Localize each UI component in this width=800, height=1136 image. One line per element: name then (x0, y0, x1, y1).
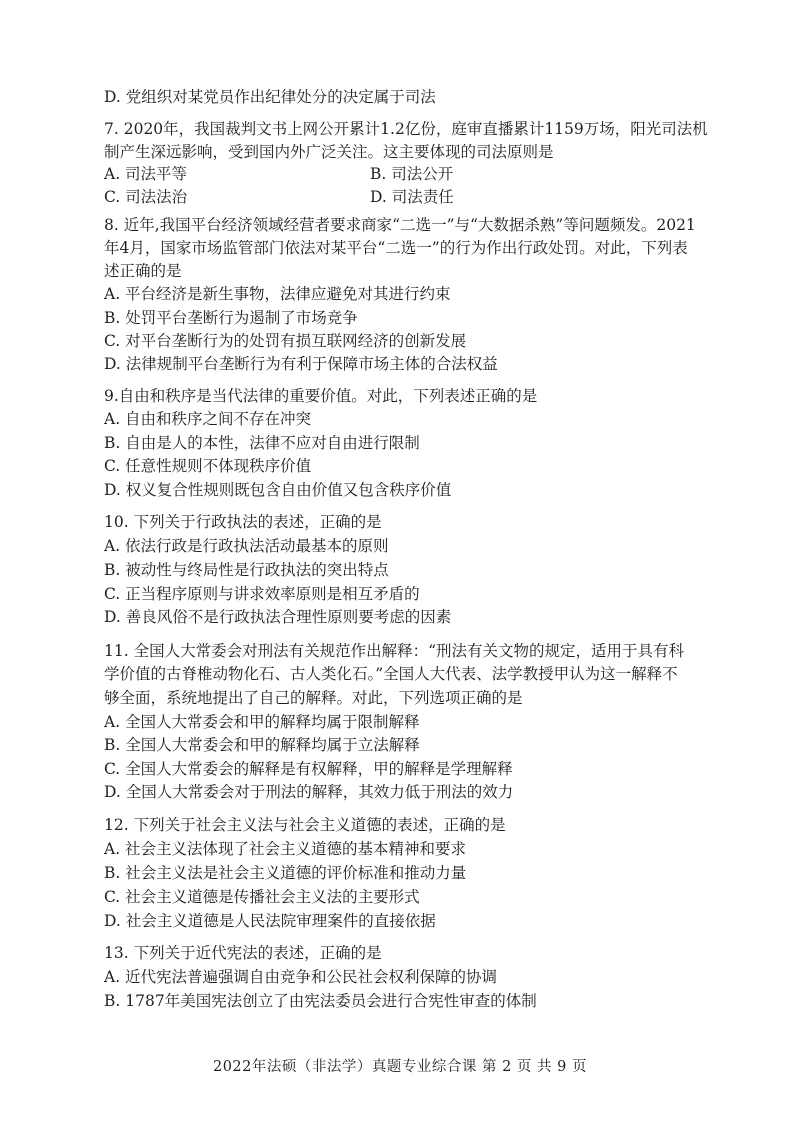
q11-option-c: C. 全国人大常委会的解释是有权解释，甲的解释是学理解释 (104, 760, 513, 778)
q7-options-row2 (104, 187, 729, 207)
q11-stem-line3: 够全面，系统地提出了自己的解释。对此，下列选项正确的是 (104, 689, 523, 707)
q7-stem-line1: 7. 2020年，我国裁判文书上网公开累计1.2亿份，庭审直播累计1159万场，阳光司法机 (104, 120, 708, 138)
q10-option-c: C. 正当程序原则与讲求效率原则是相互矛盾的 (104, 585, 420, 603)
q10-option-a: A. 依法行政是行政执法活动最基本的原则 (104, 537, 389, 555)
q10-option-b: B. 被动性与终局性是行政执法的突出特点 (104, 561, 389, 579)
q12-option-c: C. 社会主义道德是传播社会主义法的主要形式 (104, 888, 420, 906)
q9-option-b: B. 自由是人的本性，法律不应对自由进行限制 (104, 434, 420, 452)
page-footer: 2022年法硕（非法学）真题专业综合课 第 2 页 共 9 页 (212, 1059, 587, 1075)
q11-option-a: A. 全国人大常委会和甲的解释均属于限制解释 (104, 713, 420, 731)
q8-stem-line2: 年4月，国家市场监管部门依法对某平台“二选一”的行为作出行政处罚。对此，下列表 (104, 239, 688, 257)
q8-option-d: D. 法律规制平台垄断行为有利于保障市场主体的合法权益 (104, 355, 498, 373)
q8-option-c: C. 对平台垄断行为的处罚有损互联网经济的创新发展 (104, 332, 467, 350)
q12-option-a: A. 社会主义法体现了社会主义道德的基本精神和要求 (104, 840, 467, 858)
q9-option-c: C. 任意性规则不体现秩序价值 (104, 457, 312, 475)
q11-option-b: B. 全国人大常委会和甲的解释均属于立法解释 (104, 736, 420, 754)
q13-stem: 13. 下列关于近代宪法的表述，正确的是 (104, 944, 382, 962)
q12-option-b: B. 社会主义法是社会主义道德的评价标准和推动力量 (104, 864, 467, 882)
q11-stem-line1: 11. 全国人大常委会对刑法有关规范作出解释：“刑法有关文物的规定，适用于具有科 (104, 642, 685, 660)
q11-stem-line2: 学价值的古脊椎动物化石、古人类化石。”全国人大代表、法学教授甲认为这一解释不 (104, 665, 678, 683)
q7-options-row1 (104, 164, 729, 184)
q8-option-b: B. 处罚平台垄断行为遏制了市场竞争 (104, 309, 358, 327)
q8-stem-line1: 8. 近年,我国平台经济领域经营者要求商家“二选一”与“大数据杀熟”等问题频发。2021 (104, 216, 696, 234)
q7-option-d: D. 司法责任 (370, 188, 454, 206)
q11-option-d: D. 全国人大常委会对于刑法的解释，其效力低于刑法的效力 (104, 783, 514, 801)
q10-option-d: D. 善良风俗不是行政执法合理性原则要考虑的因素 (104, 608, 452, 626)
q6-option-d: D. 党组织对某党员作出纪律处分的决定属于司法 (104, 88, 436, 106)
q9-option-d: D. 权义复合性规则既包含自由价值又包含秩序价值 (104, 481, 452, 499)
q7-stem-line2: 制产生深远影响，受到国内外广泛关注。这主要体现的司法原则是 (104, 143, 554, 161)
q12-option-d: D. 社会主义道德是人民法院审理案件的直接依据 (104, 912, 436, 930)
q12-stem: 12. 下列关于社会主义法与社会主义道德的表述，正确的是 (104, 816, 506, 834)
q7-option-c: C. 司法法治 (104, 188, 188, 206)
q8-option-a: A. 平台经济是新生事物，法律应避免对其进行约束 (104, 285, 451, 303)
q9-stem: 9.自由和秩序是当代法律的重要价值。对此，下列表述正确的是 (104, 387, 538, 405)
q10-stem: 10. 下列关于行政执法的表述，正确的是 (104, 513, 382, 531)
q7-option-b: B. 司法公开 (370, 165, 454, 183)
q7-option-a: A. 司法平等 (104, 165, 188, 183)
q8-stem-line3: 述正确的是 (104, 262, 182, 280)
q13-option-b: B. 1787年美国宪法创立了由宪法委员会进行合宪性审查的体制 (104, 992, 537, 1010)
q13-option-a: A. 近代宪法普遍强调自由竞争和公民社会权利保障的协调 (104, 968, 498, 986)
q9-option-a: A. 自由和秩序之间不存在冲突 (104, 410, 312, 428)
